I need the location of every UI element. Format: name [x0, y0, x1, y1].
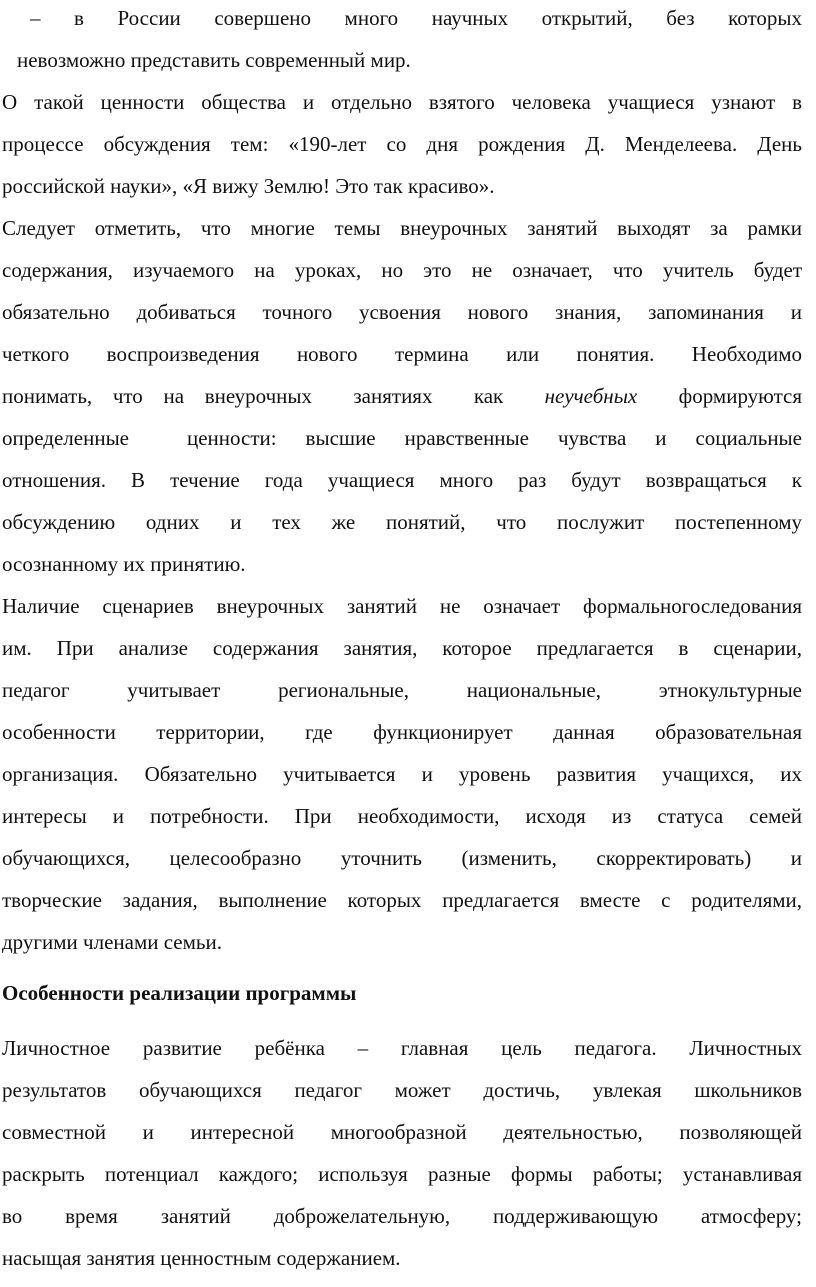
text-line: организация. Обязательно учитывается и уровень развития учащихся, их [2, 762, 802, 786]
text-line: процессе обсуждения тем: «190-лет со дня рождения Д. Менделеева. День [2, 132, 802, 156]
text-line: отношения. В течение года учащиеся много раз будут возвращаться к [2, 468, 802, 492]
text-line: обучающихся, целесообразно уточнить (изменить, скорректировать) и [2, 846, 802, 870]
text-line: Следует отметить, что многие темы внеурочных занятий выходят за рамки [2, 216, 802, 240]
text-line: интересы и потребности. При необходимости, исходя из статуса семей [2, 804, 802, 828]
text-line: раскрыть потенциал каждого; используя разные формы работы; устанавливая [2, 1162, 802, 1186]
text-line: насыщая занятия ценностным содержанием. [2, 1246, 401, 1270]
text-line: особенности территории, где функционирует данная образовательная [2, 720, 802, 744]
text-line: российской науки», «Я вижу Землю! Это так красиво». [2, 174, 495, 198]
text-line: осознанному их принятию. [2, 552, 246, 576]
text-line: им. При анализе содержания занятия, которое предлагается в сценарии, [2, 636, 802, 660]
text-line: обязательно добиваться точного усвоения нового знания, запоминания и [2, 300, 802, 324]
section-heading: Особенности реализации программы [2, 981, 357, 1005]
text-segment: формируются [637, 384, 802, 408]
text-line: – в России совершено много научных открытий, без которых [30, 6, 802, 30]
text-line: О такой ценности общества и отдельно взятого человека учащиеся узнают в [2, 90, 802, 114]
text-line: педагог учитывает региональные, национальные, этнокультурные [2, 678, 802, 702]
text-line: Наличие сценариев внеурочных занятий не означает формальногоследования [2, 594, 802, 618]
text-line: определенные ценности: высшие нравственные чувства и социальные [2, 426, 802, 450]
text-line: другими членами семьи. [2, 930, 222, 954]
text-line: четкого воспроизведения нового термина или понятия. Необходимо [2, 342, 802, 366]
text-line: совместной и интересной многообразной деятельностью, позволяющей [2, 1120, 802, 1144]
emphasized-word: неучебных [544, 384, 638, 408]
text-line: невозможно представить современный мир. [17, 48, 411, 72]
text-segment: понимать, что на внеурочных занятиях как [2, 384, 545, 408]
text-line: Личностное развитие ребёнка – главная цель педагога. Личностных [2, 1036, 802, 1060]
text-line: содержания, изучаемого на уроках, но это не означает, что учитель будет [2, 258, 802, 282]
text-line: результатов обучающихся педагог может достичь, увлекая школьников [2, 1078, 802, 1102]
text-line: обсуждению одних и тех же понятий, что послужит постепенному [2, 510, 802, 534]
text-line: творческие задания, выполнение которых предлагается вместе с родителями, [2, 888, 802, 912]
text-line: во время занятий доброжелательную, поддерживающую атмосферу; [2, 1204, 802, 1228]
text-line-with-emphasis [2, 381, 802, 411]
